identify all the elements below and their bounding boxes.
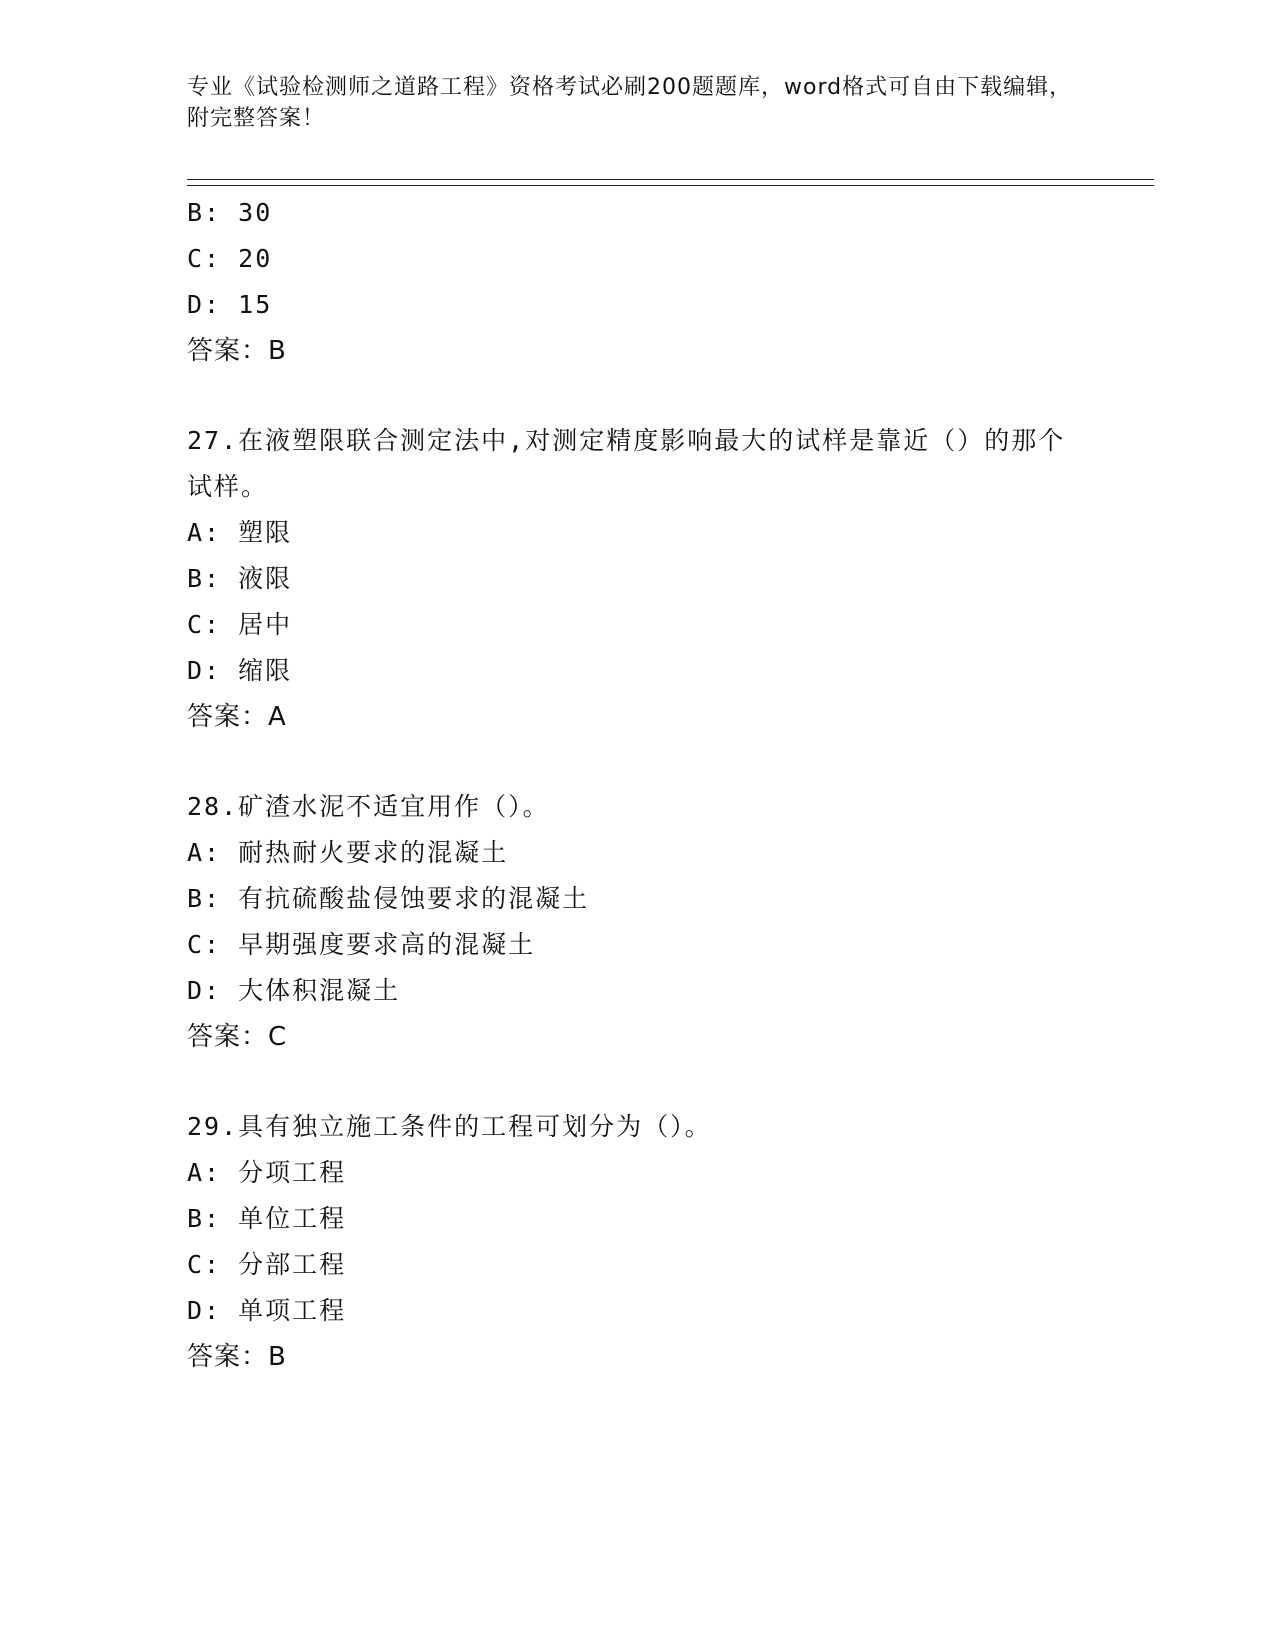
question-stem: 28.矿渣水泥不适宜用作（）。 <box>187 792 550 821</box>
option-letter: C: <box>187 930 222 959</box>
document-title: 专业《试验检测师之道路工程》资格考试必刷200题题库，word格式可自由下载编辑，附完整答案！ <box>187 75 1073 131</box>
option-text: 30 <box>238 198 273 227</box>
option-row <box>187 602 1087 648</box>
page-header <box>187 72 1087 134</box>
option-text: 有抗硫酸盐侵蚀要求的混凝土 <box>238 884 590 913</box>
option-text: 大体积混凝土 <box>238 976 401 1005</box>
option-row <box>187 1196 1087 1242</box>
option-text: 居中 <box>238 610 293 639</box>
option-row <box>187 968 1087 1014</box>
question-item <box>187 784 1087 1060</box>
option-letter: C: <box>187 610 222 639</box>
answer-line: 答案：A <box>187 702 287 732</box>
option-text: 15 <box>238 290 273 319</box>
option-text: 耐热耐火要求的混凝土 <box>238 838 509 867</box>
option-letter: B: <box>187 884 222 913</box>
option-letter: C: <box>187 1250 222 1279</box>
option-letter: D: <box>187 1296 222 1325</box>
option-letter: D: <box>187 290 222 319</box>
option-row <box>187 648 1087 694</box>
option-row <box>187 236 1087 282</box>
option-row <box>187 922 1087 968</box>
option-text: 单项工程 <box>238 1296 347 1325</box>
option-letter: D: <box>187 656 222 685</box>
option-letter: B: <box>187 564 222 593</box>
option-row <box>187 190 1087 236</box>
option-text: 缩限 <box>238 656 293 685</box>
answer-line: 答案：C <box>187 1022 288 1052</box>
option-row <box>187 876 1087 922</box>
option-text: 分部工程 <box>238 1250 347 1279</box>
option-row <box>187 282 1087 328</box>
header-divider <box>187 179 1154 186</box>
option-text: 单位工程 <box>238 1204 347 1233</box>
option-letter: B: <box>187 198 222 227</box>
option-text: 塑限 <box>238 518 293 547</box>
question-item <box>187 1104 1087 1380</box>
option-letter: A: <box>187 1158 222 1187</box>
question-list <box>187 190 1087 1380</box>
continued-question <box>187 190 1087 374</box>
option-row <box>187 510 1087 556</box>
option-letter: A: <box>187 838 222 867</box>
option-text: 早期强度要求高的混凝土 <box>238 930 536 959</box>
option-row <box>187 1288 1087 1334</box>
option-letter: C: <box>187 244 222 273</box>
option-letter: D: <box>187 976 222 1005</box>
option-row <box>187 556 1087 602</box>
option-letter: B: <box>187 1204 222 1233</box>
option-row <box>187 1150 1087 1196</box>
option-text: 20 <box>238 244 273 273</box>
question-stem: 29.具有独立施工条件的工程可划分为（）。 <box>187 1112 712 1141</box>
question-item <box>187 418 1087 740</box>
question-stem: 27.在液塑限联合测定法中,对测定精度影响最大的试样是靠近（）的那个试样。 <box>187 426 1066 501</box>
option-row <box>187 830 1087 876</box>
option-letter: A: <box>187 518 222 547</box>
answer-line: 答案：B <box>187 1342 287 1372</box>
option-text: 分项工程 <box>238 1158 347 1187</box>
option-row <box>187 1242 1087 1288</box>
answer-line: 答案：B <box>187 336 287 366</box>
option-text: 液限 <box>238 564 293 593</box>
